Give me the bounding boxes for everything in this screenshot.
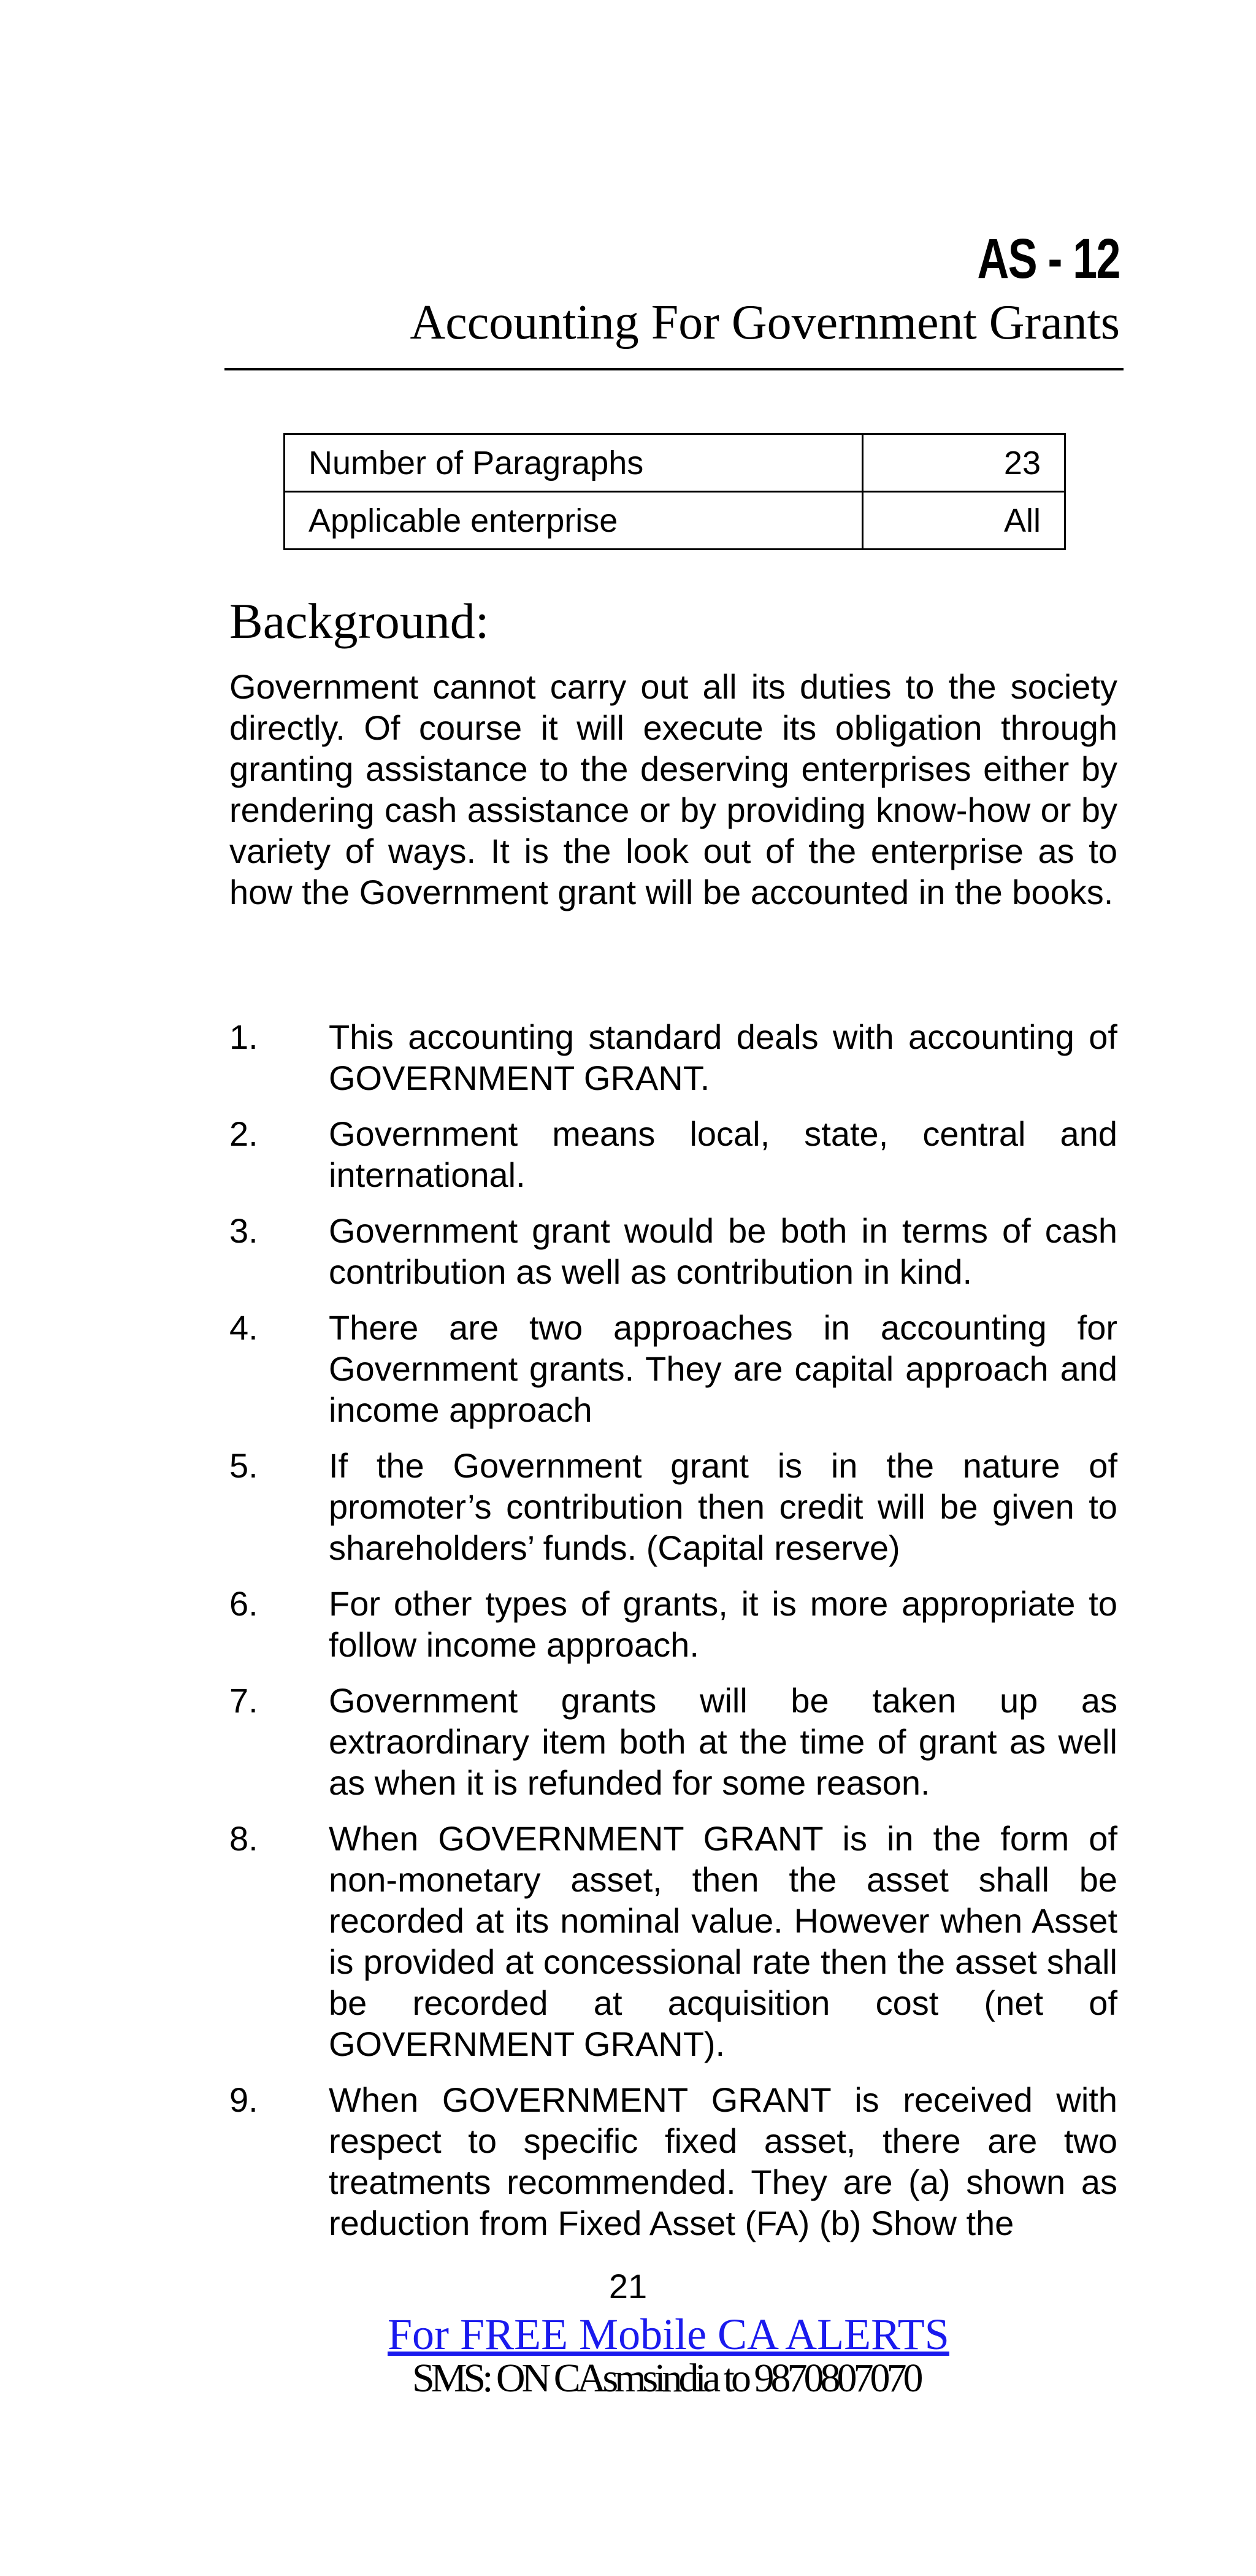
numbered-list (229, 1016, 1117, 2258)
table-cell-label: Number of Paragraphs (285, 434, 863, 492)
background-paragraph: Government cannot carry out all its duties to the society directly. Of course it will execute its obligation through granting assistance to the deserving enterprises either by rendering cash assistance or by providing know-how or by variety of ways. It is the look out of the enterprise as to how the Government grant will be accounted in the books. (229, 667, 1117, 911)
table-cell-value: All (863, 492, 1065, 550)
standard-number: AS - 12 (977, 228, 1120, 290)
list-item (229, 1818, 1117, 2064)
table-cell-value: 23 (863, 434, 1065, 492)
list-item-text: When GOVERNMENT GRANT is received with respect to specific fixed asset, there are two treatments recommended. They are (a) shown as reduction from Fixed Asset (FA) (b) Show the (329, 2080, 1117, 2242)
promo-link[interactable]: For FREE Mobile CA ALERTS (388, 2310, 949, 2359)
standard-title: Accounting For Government Grants (410, 296, 1120, 350)
list-item (229, 1680, 1117, 1803)
list-item-number: 1. (229, 1018, 258, 1056)
list-item-text: For other types of grants, it is more appropriate to follow income approach. (329, 1584, 1117, 1664)
list-item-number: 6. (229, 1584, 258, 1623)
list-item (229, 1583, 1117, 1665)
list-item-number: 9. (229, 2080, 258, 2119)
list-item (229, 2079, 1117, 2244)
info-table (283, 433, 1066, 550)
table-row (285, 434, 1065, 492)
list-item-text: This accounting standard deals with accounting of GOVERNMENT GRANT. (329, 1018, 1117, 1097)
list-item (229, 1210, 1117, 1292)
list-item-text: There are two approaches in accounting for Government grants. They are capital approach and income approach (329, 1308, 1117, 1429)
list-item-text: When GOVERNMENT GRANT is in the form of non-monetary asset, then the asset shall be recorded at its nominal value. However when Asset is provided at concessional rate then the asset shall be recorded at acquisition cost (net of GOVERNMENT GRANT). (329, 1819, 1117, 2063)
table-row (285, 492, 1065, 550)
list-item-number: 8. (229, 1819, 258, 1858)
table-cell-label: Applicable enterprise (285, 492, 863, 550)
list-item (229, 1307, 1117, 1430)
background-heading: Background: (229, 593, 489, 649)
header-divider (224, 368, 1124, 370)
page-number: 21 (608, 2267, 648, 2306)
list-item (229, 1016, 1117, 1098)
list-item-number: 7. (229, 1681, 258, 1720)
list-item-number: 4. (229, 1308, 258, 1347)
list-item-text: Government grants will be taken up as extraordinary item both at the time of grant as well as when it is refunded for some reason. (329, 1681, 1117, 1802)
list-item-text: Government means local, state, central and international. (329, 1114, 1117, 1194)
list-item-number: 2. (229, 1114, 258, 1153)
list-item-text: If the Government grant is in the nature of promoter’s contribution then credit will be given to shareholders’ funds. (Capital reserve) (329, 1446, 1117, 1567)
list-item-number: 5. (229, 1446, 258, 1485)
promo-sms-text: SMS: ON CAsmsindia to 9870807070 (412, 2356, 920, 2401)
list-item (229, 1113, 1117, 1195)
list-item (229, 1445, 1117, 1568)
list-item-number: 3. (229, 1211, 258, 1250)
list-item-text: Government grant would be both in terms of cash contribution as well as contribution in kind. (329, 1211, 1117, 1291)
